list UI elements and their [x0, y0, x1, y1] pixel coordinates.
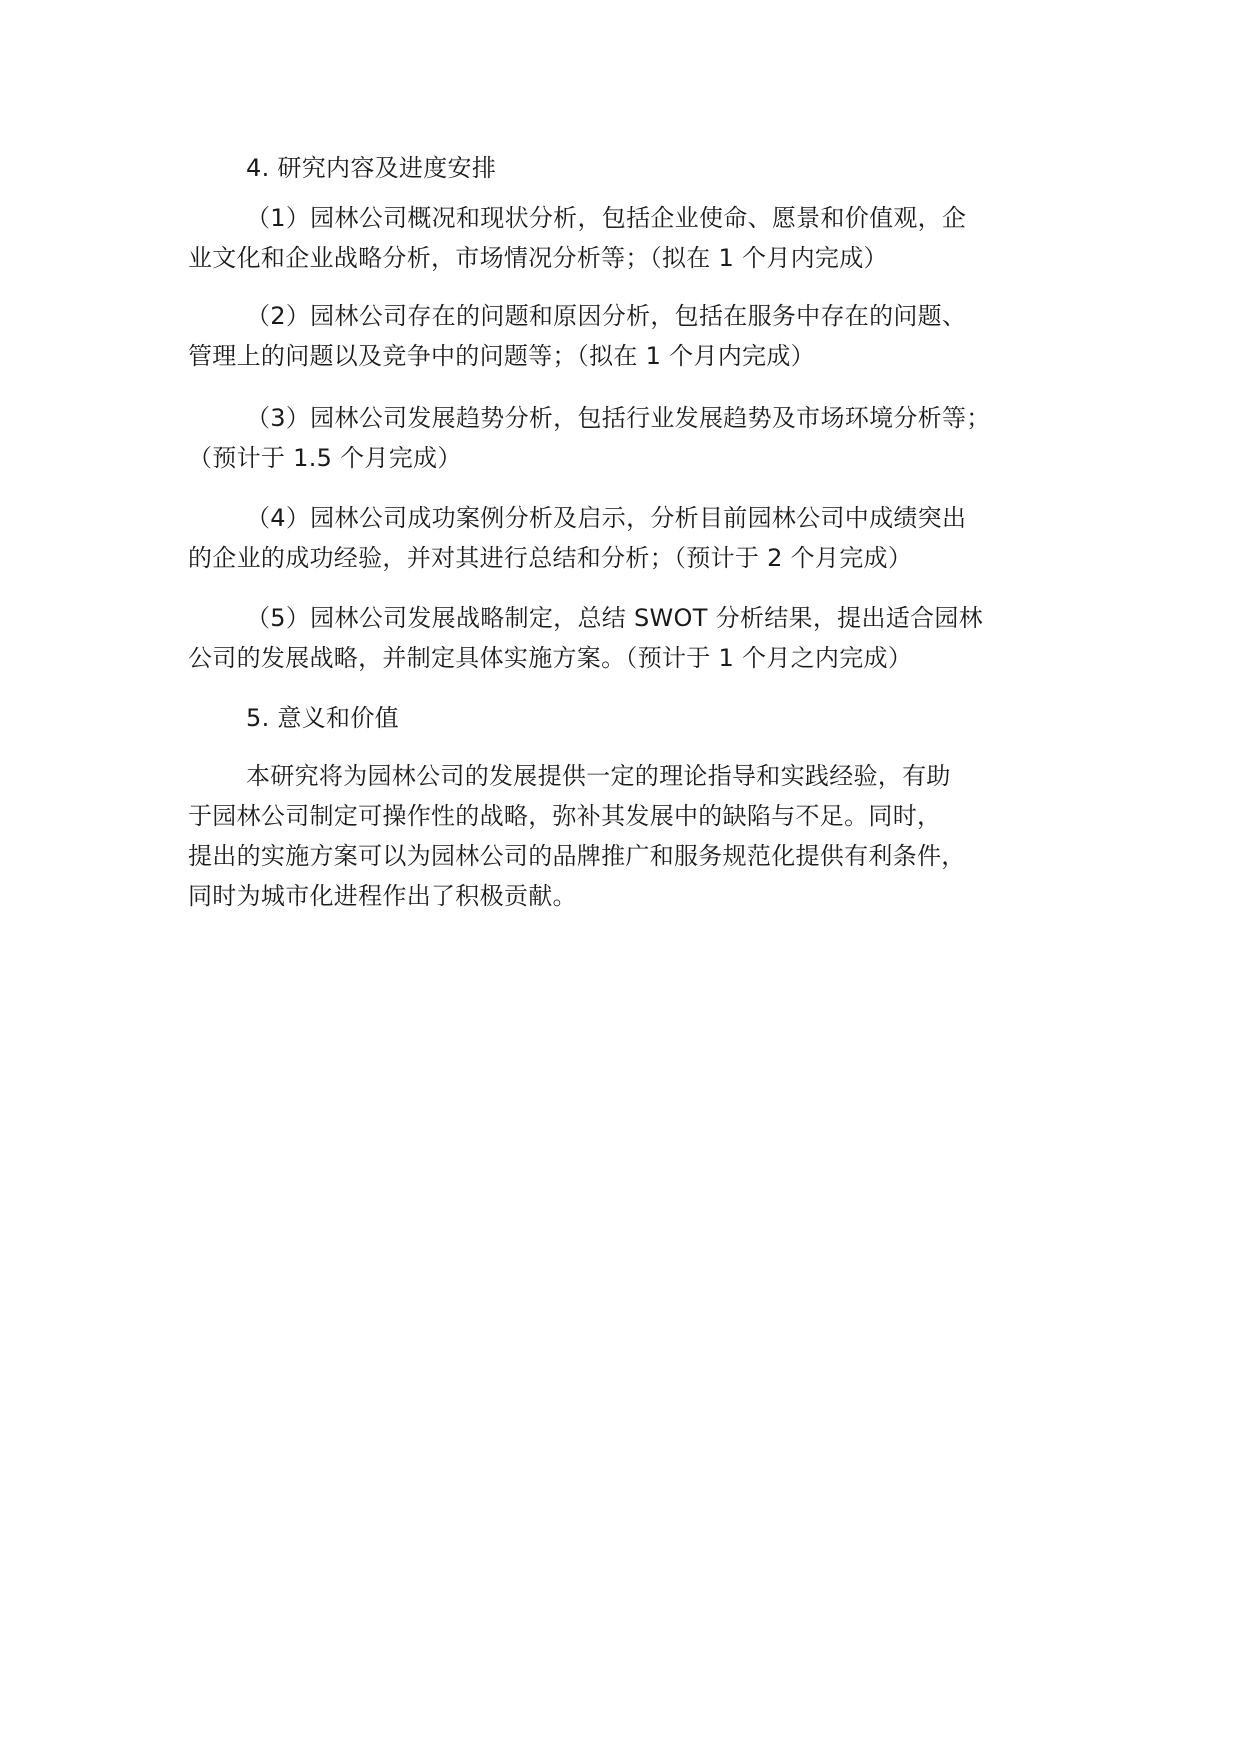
item-3-line-1: （3）园林公司发展趋势分析，包括行业发展趋势及市场环境分析等； [246, 404, 991, 432]
item-4-line-2: 的企业的成功经验，并对其进行总结和分析；（预计于 2 个月完成） [188, 544, 913, 572]
item-1-line-1: （1）园林公司概况和现状分析，包括企业使命、愿景和价值观，企 [246, 204, 967, 232]
item-2-line-2: 管理上的问题以及竞争中的问题等；（拟在 1 个月内完成） [188, 342, 815, 370]
section-5-line-1: 本研究将为园林公司的发展提供一定的理论指导和实践经验，有助 [246, 762, 951, 790]
section-5-heading: 5. 意义和价值 [246, 704, 399, 732]
section-4-heading: 4. 研究内容及进度安排 [246, 154, 497, 182]
item-4-line-1: （4）园林公司成功案例分析及启示，分析目前园林公司中成绩突出 [246, 504, 967, 532]
item-1-line-2: 业文化和企业战略分析，市场情况分析等；（拟在 1 个月内完成） [188, 244, 888, 272]
item-3-line-2: （预计于 1.5 个月完成） [188, 444, 462, 472]
item-2-line-1: （2）园林公司存在的问题和原因分析，包括在服务中存在的问题、 [246, 302, 967, 330]
item-5-line-2: 公司的发展战略，并制定具体实施方案。（预计于 1 个月之内完成） [188, 644, 913, 672]
section-5-line-3: 提出的实施方案可以为园林公司的品牌推广和服务规范化提供有利条件， [188, 842, 966, 870]
section-5-line-2: 于园林公司制定可操作性的战略，弥补其发展中的缺陷与不足。同时， [188, 802, 942, 830]
section-5-line-4: 同时为城市化进程作出了积极贡献。 [188, 882, 577, 910]
item-5-line-1: （5）园林公司发展战略制定，总结 SWOT 分析结果，提出适合园林 [246, 604, 983, 632]
